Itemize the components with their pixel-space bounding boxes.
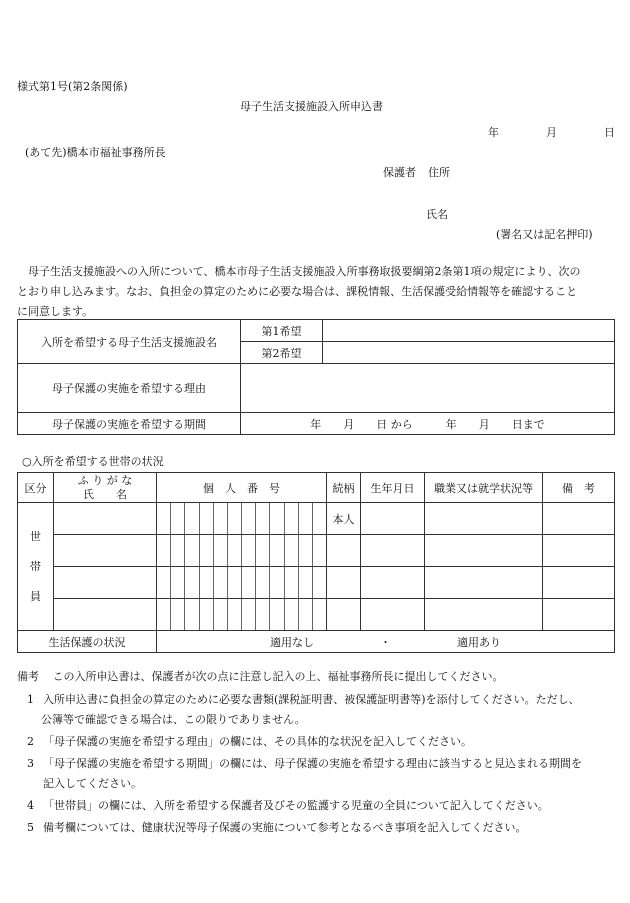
address-label: 住所 — [428, 166, 450, 179]
note-item-continued: 公簿等で確認できる場合は、この限りでありません。 — [41, 713, 306, 726]
intro-paragraph — [17, 262, 617, 322]
welfare-label: 生活保護の状況 — [18, 631, 157, 653]
notes-heading: 備考 — [17, 670, 39, 683]
member-name-field[interactable] — [54, 599, 157, 631]
birthdate-field[interactable] — [361, 503, 425, 535]
header-name — [54, 473, 157, 503]
household-section-title: ○入所を希望する世帯の状況 — [22, 455, 164, 468]
addressee: (あて先)橋本市福祉事務所長 — [25, 146, 166, 159]
choice1-field[interactable] — [323, 320, 615, 342]
note-item: 2 「母子保護の実施を希望する理由」の欄には、その具体的な状況を記入してください。 — [27, 735, 472, 748]
header-category: 区分 — [18, 473, 54, 503]
member-name-field[interactable] — [54, 567, 157, 599]
date-year: 年 — [488, 126, 499, 139]
header-birthdate: 生年月日 — [361, 473, 425, 503]
name-label: 氏名 — [426, 208, 448, 221]
header-furigana: ふ り が な — [77, 473, 133, 487]
personal-number-field[interactable] — [157, 599, 327, 631]
birthdate-field[interactable] — [361, 599, 425, 631]
birthdate-field[interactable] — [361, 535, 425, 567]
reason-label: 母子保護の実施を希望する理由 — [18, 364, 241, 413]
header-relation: 続柄 — [327, 473, 361, 503]
notes-header — [17, 667, 504, 687]
household-members-label: 世 帯 員 — [18, 503, 54, 631]
occupation-field[interactable] — [425, 567, 543, 599]
remarks-field[interactable] — [543, 599, 615, 631]
notes-list — [27, 690, 619, 838]
note-item: 4 「世帯員」の欄には、入所を希望する保護者及びその監護する児童の全員について記入してください。 — [27, 799, 549, 812]
remarks-field[interactable] — [543, 503, 615, 535]
occupation-field[interactable] — [425, 503, 543, 535]
intro-line: に同意します。 — [17, 305, 94, 318]
household-table — [17, 472, 615, 653]
header-remarks: 備 考 — [543, 473, 615, 503]
header-occupation: 職業又は就学状況等 — [425, 473, 543, 503]
personal-number-field[interactable] — [157, 535, 327, 567]
member-name-field[interactable] — [54, 535, 157, 567]
remarks-field[interactable] — [543, 567, 615, 599]
header-name-text: 氏 名 — [83, 487, 127, 501]
personal-number-field[interactable] — [157, 567, 327, 599]
note-item: 5 備考欄については、健康状況等母子保護の実施について参考となるべき事項を記入してください。 — [27, 821, 527, 834]
personal-number-field[interactable] — [157, 503, 327, 535]
relation-field[interactable] — [327, 567, 361, 599]
period-label: 母子保護の実施を希望する期間 — [18, 413, 241, 435]
header-personal-number: 個 人 番 号 — [157, 473, 327, 503]
signature-note: (署名又は記名押印) — [496, 228, 593, 241]
welfare-separator: ・ — [380, 635, 391, 649]
notes-intro: この入所申込書は、保護者が次の点に注意し記入の上、福祉事務所長に提出してください。 — [52, 670, 504, 683]
reason-field[interactable] — [241, 364, 615, 413]
welfare-applied[interactable]: 適用あり — [457, 635, 501, 649]
member-name-field[interactable] — [54, 503, 157, 535]
choice2-field[interactable] — [323, 342, 615, 364]
page-title: 母子生活支援施設入所申込書 — [240, 100, 383, 113]
facility-label: 入所を希望する母子生活支援施設名 — [18, 320, 241, 364]
relation-self: 本人 — [327, 503, 361, 535]
birthdate-field[interactable] — [361, 567, 425, 599]
guardian-label: 保護者 — [383, 166, 416, 179]
occupation-field[interactable] — [425, 599, 543, 631]
intro-line: 母子生活支援施設への入所について、橋本市母子生活支援施設入所事務取扱要綱第2条第1項の規定により、次の — [28, 265, 581, 278]
period-field[interactable]: 年 月 日 から 年 月 日まで — [241, 413, 615, 435]
date-day: 日 — [604, 126, 615, 139]
choice2-label: 第2希望 — [241, 342, 323, 364]
form-number: 様式第1号(第2条関係) — [17, 80, 128, 93]
note-item: 1 入所申込書に負担金の算定のために必要な書類(課税証明書、被保護証明書等)を添付してください。ただし、 — [27, 693, 580, 706]
welfare-none[interactable]: 適用なし — [270, 635, 314, 649]
relation-field[interactable] — [327, 535, 361, 567]
remarks-field[interactable] — [543, 535, 615, 567]
relation-field[interactable] — [327, 599, 361, 631]
facility-table — [17, 319, 615, 435]
note-item-continued: 記入してください。 — [43, 777, 142, 790]
note-item: 3 「母子保護の実施を希望する期間」の欄には、母子保護の実施を希望する理由に該当すると見込まれる期間を — [27, 757, 582, 770]
intro-line: とおり申し込みます。なお、負担金の算定のために必要な場合は、課税情報、生活保護受給情報等を確認すること — [17, 285, 578, 298]
date-month: 月 — [546, 126, 557, 139]
choice1-label: 第1希望 — [241, 320, 323, 342]
welfare-status[interactable] — [157, 631, 615, 653]
occupation-field[interactable] — [425, 535, 543, 567]
